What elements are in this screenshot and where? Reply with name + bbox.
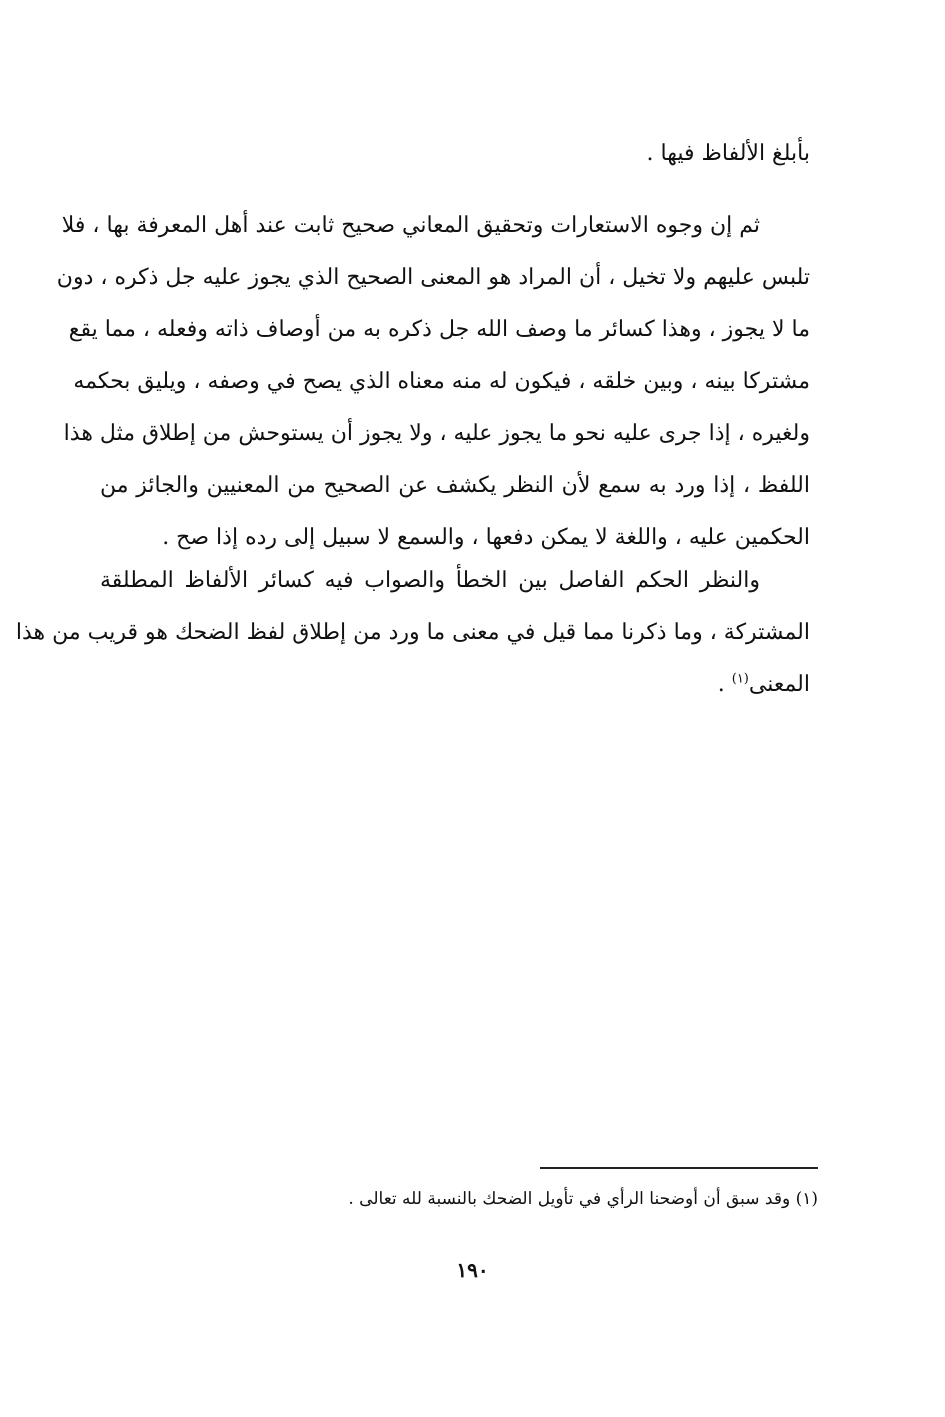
text-line: المشتركة ، وما ذكرنا مما قيل في معنى ما ورد من إطلاق لفظ الضحك هو قريب من هذا bbox=[15, 620, 810, 645]
footnote: (١) وقد سبق أن أوضحنا الرأي في تأويل الضحك بالنسبة لله تعالى . bbox=[348, 1189, 818, 1209]
text-line: الحكمين عليه ، واللغة لا يمكن دفعها ، والسمع لا سبيل إلى رده إذا صح . bbox=[162, 525, 810, 550]
text-line: ثم إن وجوه الاستعارات وتحقيق المعاني صحيح ثابت عند أهل المعرفة بها ، فلا bbox=[61, 213, 760, 238]
text-line: ما لا يجوز ، وهذا كسائر ما وصف الله جل ذكره به من أوصاف ذاته وفعله ، مما يقع bbox=[68, 317, 810, 342]
text-fragment: المعنى bbox=[748, 672, 810, 697]
text-line-last bbox=[100, 659, 810, 711]
text-line: مشتركا بينه ، وبين خلقه ، فيكون له منه معناه الذي يصح في وصفه ، ويليق بحكمه bbox=[73, 369, 810, 394]
paragraph-reasoning bbox=[15, 555, 810, 711]
text-line: بأبلغ الألفاظ فيها . bbox=[646, 141, 810, 166]
text-line: تلبس عليهم ولا تخيل ، أن المراد هو المعنى الصحيح الذي يجوز عليه جل ذكره ، دون bbox=[56, 265, 810, 290]
text-line: اللفظ ، إذا ورد به سمع لأن النظر يكشف عن الصحيح من المعنيين والجائز من bbox=[100, 473, 810, 498]
text-fragment-end: . bbox=[717, 672, 732, 697]
footnote-ref-marker[interactable]: (١) bbox=[731, 671, 749, 687]
text-line: ولغيره ، إذا جرى عليه نحو ما يجوز عليه ، ولا يجوز أن يستوحش من إطلاق مثل هذا bbox=[63, 421, 810, 446]
paragraph-metaphors bbox=[56, 200, 810, 564]
footnote-separator bbox=[540, 1167, 818, 1169]
text-line: والنظر الحكم الفاصل بين الخطأ والصواب فيه كسائر الألفاظ المطلقة bbox=[100, 568, 760, 593]
paragraph-continuation bbox=[100, 128, 810, 180]
page-number: ١٩٠ bbox=[456, 1258, 489, 1282]
